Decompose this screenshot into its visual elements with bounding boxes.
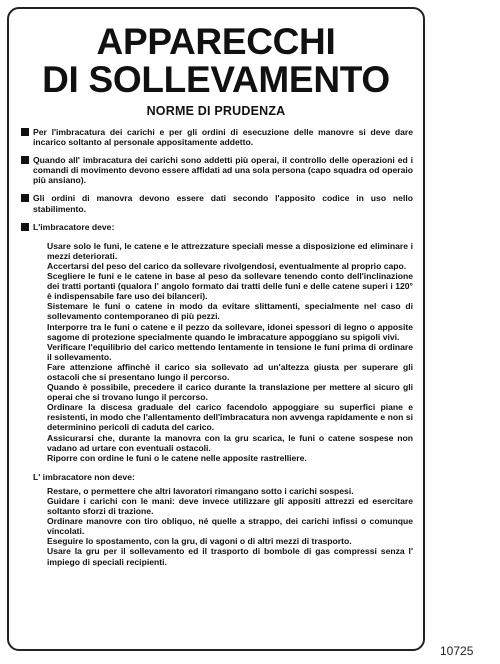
bullet-item	[21, 222, 413, 232]
rule-item: Verificare l'equilibrio del carico mettendo lentamente in tensione le funi prima di ordinare il sollevamento.	[47, 341, 413, 362]
rule-item: Guidare i carichi con le mani: deve invece utilizzare gli appositi attrezzi ed esercitare soltanto sforzi di trazione.	[47, 496, 413, 517]
rule-item: Riporre con ordine le funi o le catene nelle apposite rastrelliere.	[47, 452, 307, 463]
product-code: 10725	[440, 644, 474, 658]
safety-sign	[7, 7, 425, 651]
non-deve-label: L' imbracatore non deve:	[33, 471, 135, 482]
sign-content	[9, 127, 423, 567]
bullet-text: Quando all' imbracatura dei carichi sono addetti più operai, il controllo delle operazioni ed i comandi di movimento devono essere affidati ad una sola persona (capo squadra od operaio più ansiano).	[33, 155, 413, 186]
rule-item: Restare, o permettere che altri lavoratori rimangano sotto i carichi sospesi.	[47, 485, 354, 496]
rule-item: Eseguire lo spostamento, con la gru, di vagoni o di altri mezzi di trasporto.	[47, 536, 352, 547]
rule-item: Scegliere le funi e le catene in base al peso da sollevare tenendo conto dell'inclinazione dei tratti portanti (qualora l' angolo formato dai tratti delle funi e delle catene superi i 120° è indispensabile fare uso dei bilanceri).	[47, 271, 413, 302]
rule-item: Accertarsi del peso del carico da sollevare rivolgendosi, eventualmente al proprio capo.	[47, 260, 407, 271]
rule-item: Usare la gru per il sollevamento ed il trasporto di bombole di gas compressi senza l' impiego di speciali recipienti.	[47, 546, 413, 567]
imbracatore-list	[21, 241, 413, 463]
sign-subtitle: NORME DI PRUDENZA	[146, 104, 286, 118]
square-bullet-icon	[21, 223, 29, 231]
non-deve-list	[21, 486, 413, 567]
bullet-item	[21, 155, 413, 185]
bullet-text: Per l'imbracatura dei carichi e per gli ordini di esecuzione delle manovre si deve dare incarico soltanto al personale appositamente addetto.	[33, 127, 413, 148]
rule-item: Ordinare la discesa graduale del carico facendolo appoggiare su superfici piane e resistenti, in modo che l'allentamento dell'imbracatura non avvenga rapidamente e non si determinino pericoli di caduta del carico.	[47, 402, 413, 433]
square-bullet-icon	[21, 156, 29, 164]
rule-item: Fare attenzione affinchè il carico sia sollevato ad un'altezza giusta per superare gli ostacoli che si presentano lungo il percorso.	[47, 361, 413, 382]
rule-item: Assicurarsi che, durante la manovra con la gru scarica, le funi o catene sospese non vadano ad urtare con eventuali ostacoli.	[47, 432, 413, 453]
imbracatore-label: L'imbracatore deve:	[33, 221, 115, 232]
rule-item: Ordinare manovre con tiro obliquo, né quelle a strappo, dei carichi infissi o comunque vincolati.	[47, 516, 413, 537]
bullet-item	[21, 127, 413, 147]
rule-item: Sistemare le funi o catene in modo da evitare slittamenti, specialmente nel caso di sollevamento contemporaneo di più pezzi.	[47, 301, 413, 322]
bullet-item	[21, 193, 413, 213]
rule-item: Quando è possibile, precedere il carico durante la translazione per mettere al sicuro gli operai che si trovano lungo il percorso.	[47, 382, 413, 403]
square-bullet-icon	[21, 128, 29, 136]
bullet-text: Gli ordini di manovra devono essere dati secondo l'apposito codice in uso nello stabilimento.	[33, 193, 413, 214]
rule-item: Usare solo le funi, le catene e le attrezzature speciali messe a disposizione ed eliminare i mezzi deteriorati.	[47, 240, 413, 261]
rule-item: Interporre tra le funi o catene e il pezzo da sollevare, idonei spessori di legno o apposite sagome di protezione specialmente quando le imbracature appoggiano su spigoli vivi.	[47, 321, 413, 342]
sign-title-line2: DI SOLLEVAMENTO	[42, 59, 390, 100]
sign-title-line1: APPARECCHI	[96, 21, 336, 62]
square-bullet-icon	[21, 194, 29, 202]
